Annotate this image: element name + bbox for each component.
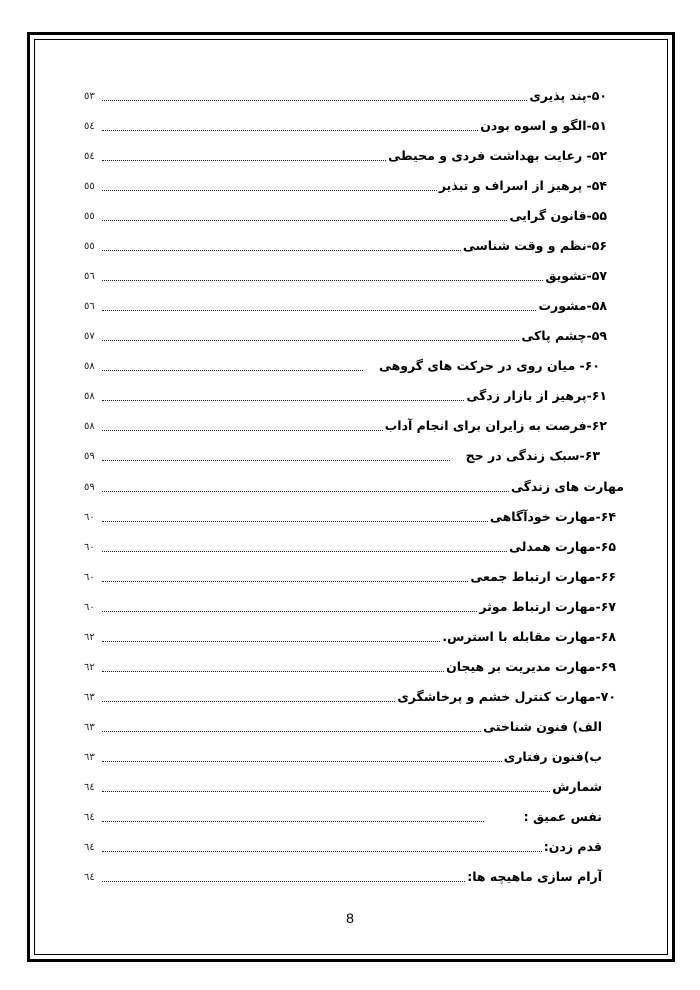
toc-entry-title: قدم زدن: — [543, 839, 602, 854]
toc-entry[interactable] — [84, 443, 600, 465]
toc-leader — [102, 430, 383, 431]
toc-entry[interactable] — [84, 233, 607, 255]
toc-entry[interactable] — [84, 323, 607, 345]
toc-entry-title: شمارش — [552, 779, 602, 794]
toc-subentry[interactable] — [84, 804, 602, 826]
toc-entry[interactable] — [84, 383, 607, 405]
toc-leader — [102, 551, 507, 552]
toc-leader — [102, 821, 484, 822]
toc-entry-page: ٥٨ — [84, 361, 95, 372]
toc-subentry[interactable] — [84, 714, 602, 736]
toc-entry[interactable] — [84, 534, 616, 556]
toc-entry[interactable] — [84, 684, 616, 706]
toc-entry-page: ٥٩ — [84, 451, 95, 462]
toc-entry-page: ٥٣ — [84, 91, 95, 102]
toc-leader — [102, 701, 395, 702]
toc-entry-page: ٥٤ — [84, 121, 95, 132]
toc-entry-page: ٦٤ — [84, 782, 95, 793]
toc-entry[interactable] — [84, 353, 600, 375]
toc-entry[interactable] — [84, 113, 607, 135]
toc-entry-title: ۵۶-نظم و وقت شناسی — [462, 238, 607, 253]
toc-leader — [102, 400, 464, 401]
toc-entry[interactable] — [84, 564, 616, 586]
toc-entry-title: ۶۹-مهارت مدیریت بر هیجان — [446, 659, 616, 674]
toc-entry-page: ٦٣ — [84, 752, 95, 763]
toc-entry-title: ۵۴- پرهیز از اسراف و تبذیر — [438, 178, 607, 193]
toc-entry-title: الف) فنون شناختی — [483, 719, 602, 734]
toc-leader — [102, 521, 488, 522]
toc-leader — [102, 250, 461, 251]
page-number: 8 — [346, 910, 354, 926]
toc-subentry[interactable] — [84, 864, 602, 886]
toc-entry[interactable] — [84, 83, 607, 105]
toc-entry-page: ٥٨ — [84, 421, 95, 432]
toc-entry-title: ۵۸-مشورت — [538, 298, 607, 313]
toc-leader — [102, 370, 363, 371]
toc-leader — [102, 220, 507, 221]
toc-entry[interactable] — [84, 594, 616, 616]
toc-subentry[interactable] — [84, 834, 602, 856]
toc-entry-title: ۵۷-تشویق — [545, 268, 607, 283]
toc-entry-title: ۶۴-مهارت خودآگاهی — [489, 509, 616, 524]
toc-entry-title: مهارت های زندگی — [511, 479, 624, 494]
toc-entry-title: آرام سازی ماهیچه ها: — [467, 869, 602, 884]
toc-leader — [102, 340, 519, 341]
toc-leader — [102, 731, 481, 732]
toc-entry-page: ٦٠ — [84, 542, 95, 553]
toc-leader — [102, 641, 440, 642]
toc-entry-title: نفس عمیق : — [523, 809, 602, 824]
toc-leader — [102, 100, 527, 101]
toc-leader — [102, 761, 502, 762]
toc-entry-page: ٥٥ — [84, 211, 95, 222]
toc-entry[interactable] — [84, 624, 616, 646]
toc-section-heading[interactable] — [84, 474, 624, 496]
toc-entry-title: ۶۰- میان روی در حرکت های گروهی — [378, 358, 600, 373]
toc-entry[interactable] — [84, 263, 607, 285]
toc-entry-title: ۶۵-مهارت همدلی — [509, 539, 616, 554]
toc-entry[interactable] — [84, 293, 607, 315]
toc-entry-page: ٦٠ — [84, 602, 95, 613]
toc-entry-page: ٦٤ — [84, 872, 95, 883]
toc-entry-title: ۶۸-مهارت مقابله با استرس. — [442, 629, 616, 644]
toc-entry-page: ٦٢ — [84, 662, 95, 673]
toc-leader — [102, 881, 465, 882]
toc-entry-page: ٦٢ — [84, 632, 95, 643]
toc-entry-page: ٦٣ — [84, 722, 95, 733]
toc-leader — [102, 491, 509, 492]
toc-entry-title: ۶۲-فرصت به زایران برای انجام آداب — [384, 418, 607, 433]
toc-entry-page: ٦٤ — [84, 842, 95, 853]
toc-entry-page: ٦٤ — [84, 812, 95, 823]
toc-leader — [102, 581, 468, 582]
toc-entry-page: ٥٨ — [84, 391, 95, 402]
toc-leader — [102, 310, 536, 311]
toc-entry[interactable] — [84, 654, 616, 676]
toc-subentry[interactable] — [84, 774, 602, 796]
toc-entry-page: ٦٠ — [84, 572, 95, 583]
toc-entry-page: ٥٦ — [84, 271, 95, 282]
toc-leader — [102, 851, 542, 852]
toc-leader — [102, 611, 477, 612]
toc-entry-title: ۶۷-مهارت ارتباط موثر — [479, 599, 616, 614]
toc-entry-title: ۶۱-پرهیز از بازار زدگی — [466, 388, 607, 403]
toc-leader — [102, 160, 386, 161]
toc-entry-page: ٥٥ — [84, 181, 95, 192]
toc-entry-title: ۶۶-مهارت ارتباط جمعی — [470, 569, 616, 584]
toc-entry-title: ۶۳-سبک زندگی در حج — [465, 448, 600, 463]
toc-entry-page: ٦٠ — [84, 512, 95, 523]
toc-entry-page: ٥٥ — [84, 241, 95, 252]
toc-subentry[interactable] — [84, 744, 602, 766]
toc-leader — [102, 280, 543, 281]
toc-entry-title: ۵۲- رعایت بهداشت فردی و محیطی — [388, 148, 607, 163]
toc-entry-page: ٥٦ — [84, 301, 95, 312]
toc-entry-title: ب)فنون رفتاری — [503, 749, 602, 764]
toc-entry-page: ٥٩ — [84, 482, 95, 493]
toc-entry[interactable] — [84, 173, 607, 195]
toc-entry-title: ۵۱-الگو و اسوه بودن — [480, 118, 607, 133]
toc-entry[interactable] — [84, 504, 616, 526]
toc-entry-page: ٦٣ — [84, 692, 95, 703]
toc-leader — [102, 791, 550, 792]
toc-entry-title: ۵۵-قانون گرایی — [509, 208, 607, 223]
toc-entry-title: ۵۹-چشم پاکی — [521, 328, 607, 343]
toc-entry[interactable] — [84, 203, 607, 225]
toc-entry-title: ۷۰-مهارت کنترل خشم و پرخاشگری — [397, 689, 616, 704]
toc-entry-page: ٥٤ — [84, 151, 95, 162]
toc-entry-page: ٥٧ — [84, 331, 95, 342]
toc-entry-title: ۵۰-پند پذیری — [529, 88, 607, 103]
toc-leader — [102, 130, 478, 131]
toc-entry[interactable] — [84, 413, 607, 435]
toc-leader — [102, 671, 444, 672]
toc-leader — [102, 190, 437, 191]
toc-entry[interactable] — [84, 143, 607, 165]
toc-leader — [102, 460, 450, 461]
